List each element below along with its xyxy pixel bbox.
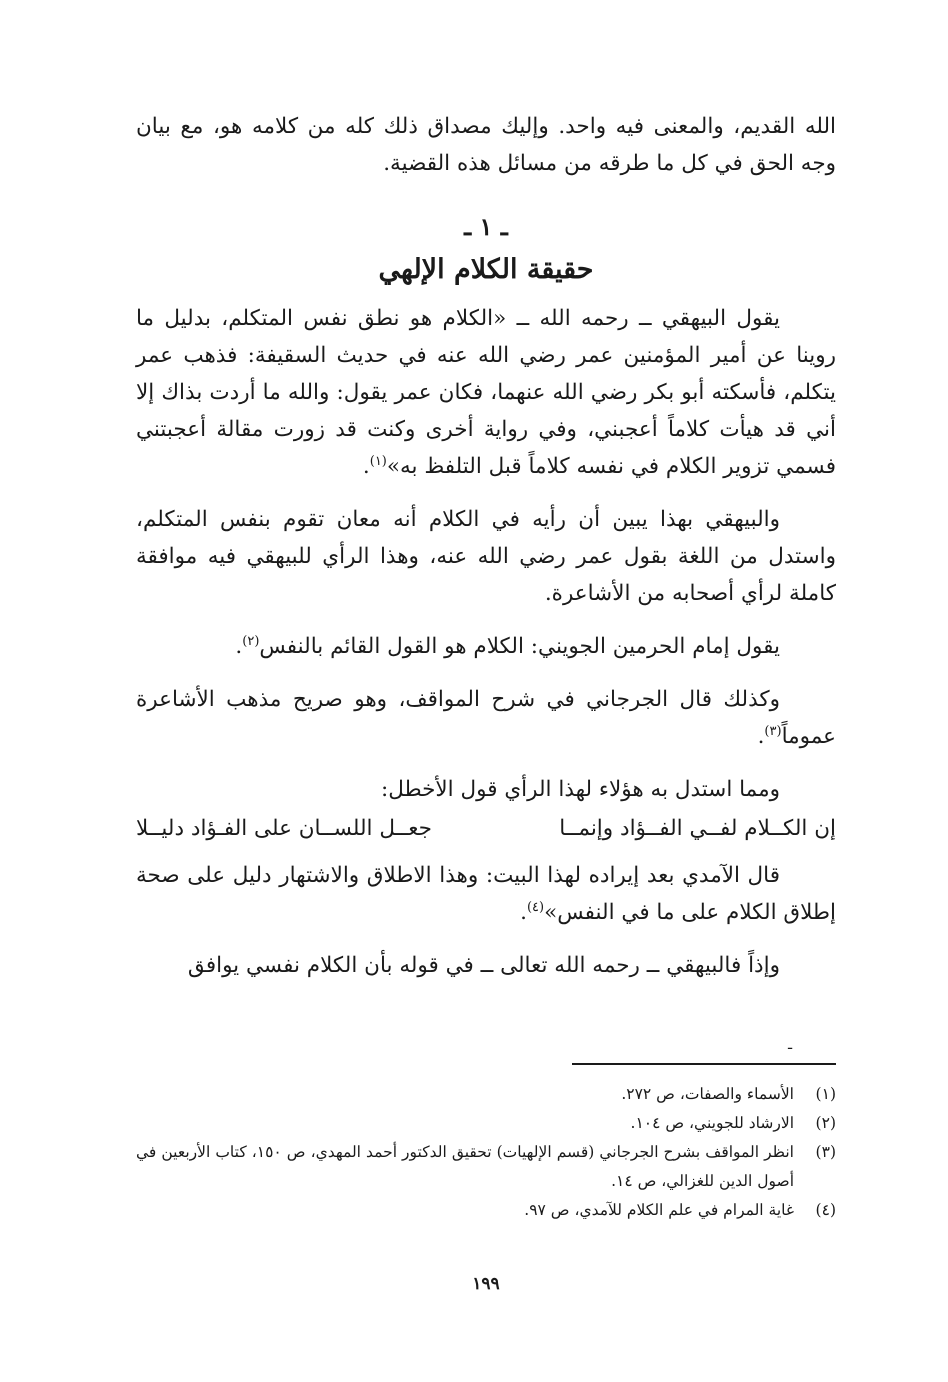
chapter-title: حقيقة الكلام الإلهي — [378, 254, 594, 285]
book-page — [136, 108, 836, 1358]
chapter-number: ـ ١ ـ — [464, 212, 508, 241]
footnote-ref-4[interactable]: (٤) — [526, 899, 545, 915]
paragraph-text: يقول إمام الحرمين الجويني: الكلام هو القول القائم بالنفس — [259, 634, 780, 659]
paragraph-bayhaqi-quote — [136, 300, 836, 485]
paragraph-akhtal-intro: ومما استدل به هؤلاء لهذا الرأي قول الأخطل: — [380, 777, 780, 802]
footnote-text: الأسماء والصفات، ص ٢٧٢. — [621, 1085, 794, 1103]
continuation-mark: ـ — [788, 1037, 793, 1053]
paragraph-jurjani — [136, 681, 836, 755]
footnote-text: انظر المواقف بشرح الجرجاني (قسم الإلهيات) تحقيق الدكتور أحمد المهدي، ص ١٥٠، كتاب الأربعين في أصول الدين للغزالي، ص ١٤. — [136, 1143, 794, 1190]
paragraph-text: وكذلك قال الجرجاني في شرح المواقف، وهو صريح مذهب الأشاعرة عموماً — [136, 687, 836, 749]
paragraph-amidi — [136, 857, 836, 931]
footnote-number: (٤) — [815, 1201, 836, 1219]
paragraph-juwayni — [136, 628, 836, 665]
footnote-text: غاية المرام في علم الكلام للآمدي، ص ٩٧. — [524, 1201, 794, 1219]
footnote-number: (٢) — [815, 1114, 836, 1132]
footnote-item — [136, 1196, 836, 1225]
footnote-ref-3[interactable]: (٣) — [764, 723, 782, 739]
footnote-item — [136, 1138, 836, 1196]
paragraph-text: قال الآمدي بعد إيراده لهذا البيت: وهذا الاطلاق والاشتهار دليل على صحة إطلاق الكلام على ما في النفس» — [136, 863, 836, 925]
poetry-verse — [136, 810, 836, 847]
footnote-divider — [572, 1063, 836, 1065]
paragraph-end: . — [520, 900, 527, 925]
paragraph-text: يقول البيهقي ــ رحمه الله ــ «الكلام هو نطق نفس المتكلم، بدليل ما روينا عن أمير المؤمنين عمر رضي الله عنه في حديث السقيفة: فذهب عمر يتكلم، فأسكته أبو بكر رضي الله عنهما، فكان عمر يقول: والله ما أردت بذاك إلا أني قد هيأت كلاماً أعجبني، وفي رواية أخرى وكنت قد زورت مقالة أعجبتني فسمي تزوير الكلام في نفسه كلاماً قبل التلفظ به» — [136, 306, 836, 479]
footnote-ref-1[interactable]: (١) — [369, 453, 387, 469]
paragraph-bayhaqi-view: والبيهقي بهذا يبين أن رأيه في الكلام أنه معان تقوم بنفس المتكلم، واستدل من اللغة بقول عمر رضي الله عنه، وهذا الرأي للبيهقي فيه موافقة كاملة لرأي أصحابه من الأشاعرة. — [136, 507, 836, 606]
verse-second-hemistich: جعــل اللســان على الفـؤاد دليــلا — [136, 816, 432, 841]
footnote-number: (٣) — [815, 1143, 836, 1161]
footnote-item — [136, 1109, 836, 1138]
paragraph-end: . — [757, 724, 765, 749]
footnote-item — [136, 1080, 836, 1109]
paragraph-end: . — [235, 634, 243, 659]
footnotes — [136, 1080, 836, 1225]
footnote-ref-2[interactable]: (٢) — [242, 633, 260, 649]
paragraph-continuation: الله القديم، والمعنى فيه واحد. وإليك مصداق ذلك كله من كلامه هو، مع بيان وجه الحق في كل ما طرقه من مسائل هذه القضية. — [136, 114, 836, 176]
footnote-number: (١) — [815, 1085, 836, 1103]
footnote-text: الارشاد للجويني، ص ١٠٤. — [630, 1114, 794, 1132]
paragraph-conclusion: وإذاً فالبيهقي ــ رحمه الله تعالى ــ في قوله بأن الكلام نفسي يوافق — [187, 953, 780, 978]
page-number: ١٩٩ — [472, 1274, 500, 1294]
verse-first-hemistich: إن الكــلام لفــي الفــؤاد وإنمــا — [559, 816, 836, 841]
paragraph-end: . — [362, 454, 370, 479]
